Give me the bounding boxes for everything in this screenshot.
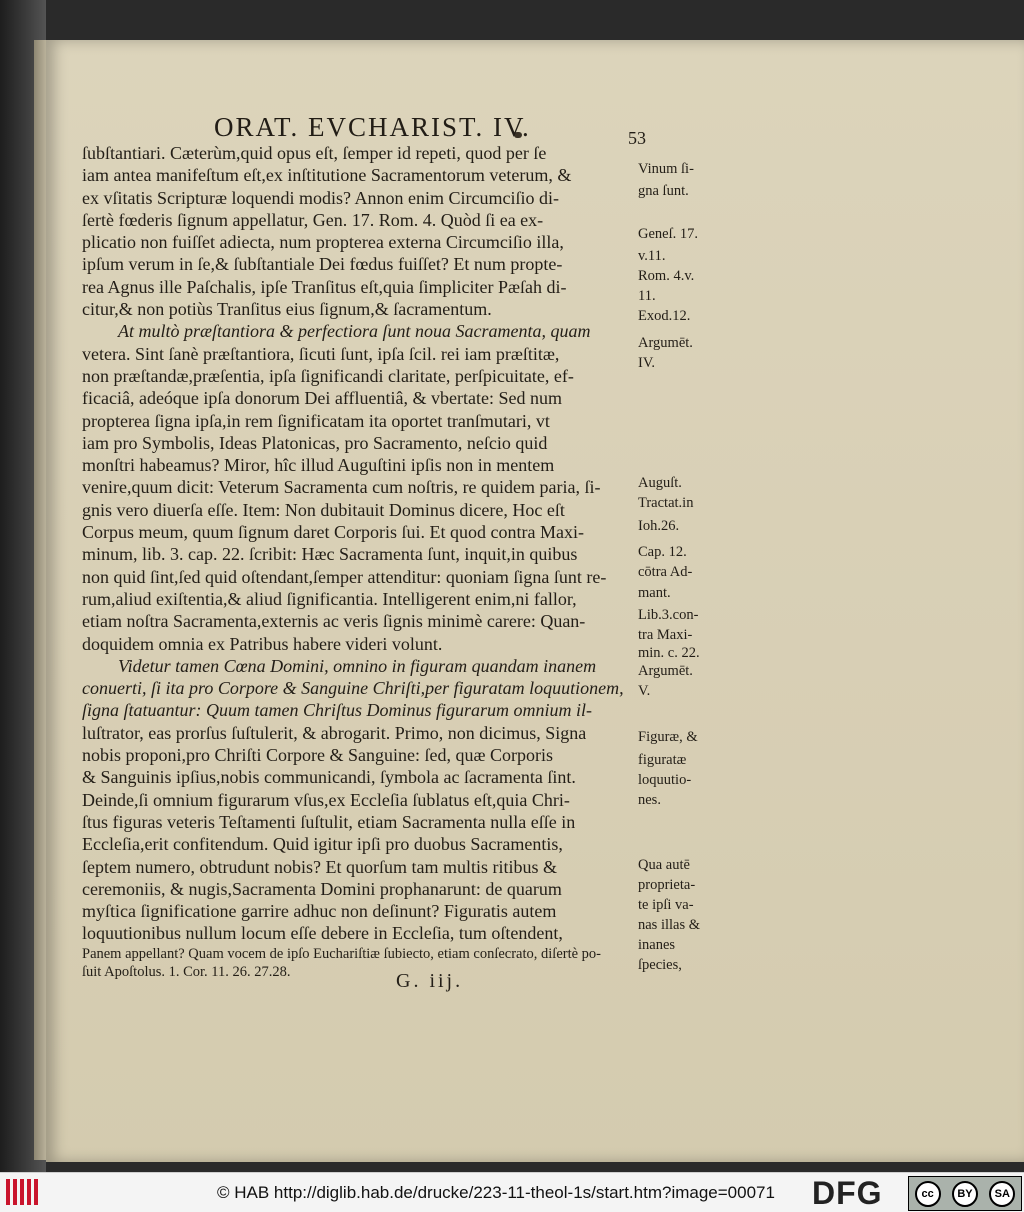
margin-note: Geneſ. 17. — [638, 225, 698, 242]
margin-note: Lib.3.con- — [638, 606, 699, 623]
margin-note: Ioh.26. — [638, 517, 680, 534]
margin-note: cōtra Ad- — [638, 564, 693, 581]
text-line: non quid ſint,ſed quid oſtendant,ſemper attenditur: quoniam ſigna ſunt re- — [82, 566, 607, 587]
text-line: At multò præſtantiora & perfectiora ſunt noua Sacramenta, quam — [118, 321, 591, 342]
margin-note: figuratæ — [638, 751, 687, 768]
margin-note: nes. — [638, 791, 661, 808]
attribution-link[interactable]: © HAB http://diglib.hab.de/drucke/223-11-theol-1s/start.htm?image=00071 — [217, 1183, 775, 1202]
left-page-edge — [34, 40, 46, 1160]
margin-note: Argumēt. — [638, 662, 693, 679]
text-line: Corpus meum, quum ſignum daret Corporis ſui. Et quod contra Maxi- — [82, 522, 584, 543]
margin-note: nas illas & — [638, 916, 701, 933]
text-line: ſtus figuras veteris Teſtamenti ſuſtulit, etiam Sacramenta nulla eſſe in — [82, 811, 576, 832]
margin-note: v.11. — [638, 247, 666, 264]
sa-icon: SA — [989, 1181, 1015, 1207]
margin-note: Argumēt. — [638, 334, 693, 351]
text-line: non præſtandæ,præſentia, ipſa ſignificandi claritate, perſpicuitate, ef- — [82, 365, 574, 386]
text-line: etiam noſtra Sacramenta,externis ac veris ſignis minimè carere: Quan- — [82, 611, 586, 632]
text-line: citur,& non potiùs Tranſitus eius ſignum,& ſacramentum. — [82, 299, 492, 320]
margin-note: Auguſt. — [638, 475, 682, 492]
text-line: plicatio non fuiſſet adiecta, num propterea externa Circumciſio illa, — [82, 232, 564, 253]
text-line: ſeptem numero, obtrudunt nobis? Et quorſum tam multis ritibus & — [82, 856, 557, 877]
margin-note: Rom. 4.v. — [638, 267, 695, 284]
text-line: ſertè fœderis ſignum appellatur, Gen. 17. Rom. 4. Quòd ſi ea ex- — [82, 209, 544, 230]
text-line: nobis proponi,pro Chriſti Corpore & Sanguine: ſed, quæ Corporis — [82, 745, 553, 766]
text-line: rea Agnus ille Paſchalis, ipſe Tranſitus eſt,quia ſimpliciter Pæſah di- — [82, 276, 567, 297]
margin-note: Cap. 12. — [638, 544, 687, 561]
text-line: myſtica ſignificatione garrire adhuc non deſinunt? Figuratis autem — [82, 901, 557, 922]
attribution-bar — [0, 1172, 1024, 1212]
text-line: & Sanguinis ipſius,nobis communicandi, ſymbola ac ſacramenta ſint. — [82, 767, 576, 788]
margin-note: Vinum ſi- — [638, 160, 694, 177]
margin-note: inanes — [638, 936, 676, 953]
text-line: ſuit Apoſtolus. 1. Cor. 11. 26. 27.28. — [82, 963, 291, 980]
margin-note: tra Maxi- — [638, 626, 693, 643]
text-line: doquidem omnia ex Patribus habere videri volunt. — [82, 633, 443, 654]
text-line: rum,aliud exiſtentia,& aliud ſignificantia. Intelligerent enim,ni fallor, — [82, 588, 577, 609]
margin-note: 11. — [638, 287, 656, 304]
dfg-logo[interactable]: DFG — [812, 1175, 883, 1211]
signature-mark: G. iij. — [396, 970, 464, 992]
text-line: conuerti, ſi ita pro Corpore & Sanguine Chriſti,per figuratam loquutionem, — [82, 678, 624, 699]
cc-license-badge[interactable] — [908, 1176, 1022, 1211]
text-line: ex vſitatis Scripturæ loquendi modis? Annon enim Circumciſio di- — [82, 187, 559, 208]
margin-note: Tractat.in — [638, 495, 694, 512]
text-line: Deinde,ſi omnium figurarum vſus,ex Eccleſia ſublatus eſt,quia Chri- — [82, 789, 570, 810]
margin-note: mant. — [638, 584, 671, 601]
page-number: 53 — [628, 128, 646, 148]
text-line: luſtrator, eas prorſus ſuſtulerit, & abrogarit. Primo, non dicimus, Signa — [82, 722, 587, 743]
text-line: gnis vero diuerſa eſſe. Item: Non dubitauit Dominus dicere, Hoc eſt — [82, 499, 565, 520]
text-line: Eccleſia,erit confitendum. Quid igitur ipſi pro duobus Sacramentis, — [82, 834, 563, 855]
margin-note: te ipſi va- — [638, 896, 694, 913]
text-line: iam pro Symbolis, Ideas Platonicas, pro Sacramento, neſcio quid — [82, 432, 548, 453]
margin-note: gna ſunt. — [638, 183, 689, 200]
margin-note: V. — [638, 682, 651, 699]
margin-note: ſpecies, — [638, 956, 682, 973]
text-line: vetera. Sint ſanè præſtantiora, ſicuti ſunt, ipſa ſcil. rei iam præſtitæ, — [82, 343, 560, 364]
text-line: ſubſtantiari. Cæterùm,quid opus eſt, ſemper id repeti, quod per ſe — [82, 143, 547, 163]
margin-note: min. c. 22. — [638, 644, 700, 661]
cc-icon: cc — [915, 1181, 941, 1207]
text-line: iam antea manifeſtum eſt,ex inſtitutione Sacramentorum veterum, & — [82, 165, 572, 186]
text-line: ficaciâ, adeóque ipſa donorum Dei affluentiâ, & vbertate: Sed num — [82, 388, 562, 409]
text-line: Panem appellant? Quam vocem de ipſo Euchariſtiæ ſubiecto, etiam conſecrato, diſertè po- — [82, 945, 601, 962]
text-line: ſigna ſtatuantur: Quum tamen Chriſtus Dominus figurarum omnium il- — [82, 700, 593, 721]
by-icon: BY — [952, 1181, 978, 1207]
margin-note: proprieta- — [638, 876, 696, 893]
text-line: minum, lib. 3. cap. 22. ſcribit: Hæc Sacramenta ſunt, inquit,in quibus — [82, 544, 578, 565]
text-line: ipſum verum in ſe,& ſubſtantiale Dei fœdus fuiſſet? Et num propte- — [82, 254, 563, 275]
margin-note: Figuræ, & — [638, 729, 698, 746]
hab-logo-icon[interactable] — [6, 1179, 40, 1205]
text-line: Videtur tamen Cœna Domini, omnino in figuram quandam inanem — [118, 655, 597, 676]
text-line: ceremoniis, & nugis,Sacramenta Domini prophanarunt: de quarum — [82, 878, 562, 899]
text-line: loquutionibus nullum locum eſſe debere in Eccleſia, tum oſtendent, — [82, 923, 563, 944]
margin-note: Exod.12. — [638, 308, 691, 325]
margin-note: loquutio- — [638, 771, 692, 788]
text-line: propterea ſigna ipſa,in rem ſignificatam ita oportet tranſmutari, vt — [82, 410, 550, 431]
body-text — [82, 142, 630, 981]
text-line: venire,quum dicit: Veterum Sacramenta cum noſtris, re quidem paria, ſi- — [82, 477, 601, 498]
margin-note: Qua autē — [638, 856, 690, 873]
margin-note: IV. — [638, 354, 656, 371]
text-line: monſtri habeamus? Miror, hîc illud Auguſtini ipſis non in mentem — [82, 455, 555, 476]
running-head: ORAT. EVCHARIST. IV. — [214, 112, 531, 142]
